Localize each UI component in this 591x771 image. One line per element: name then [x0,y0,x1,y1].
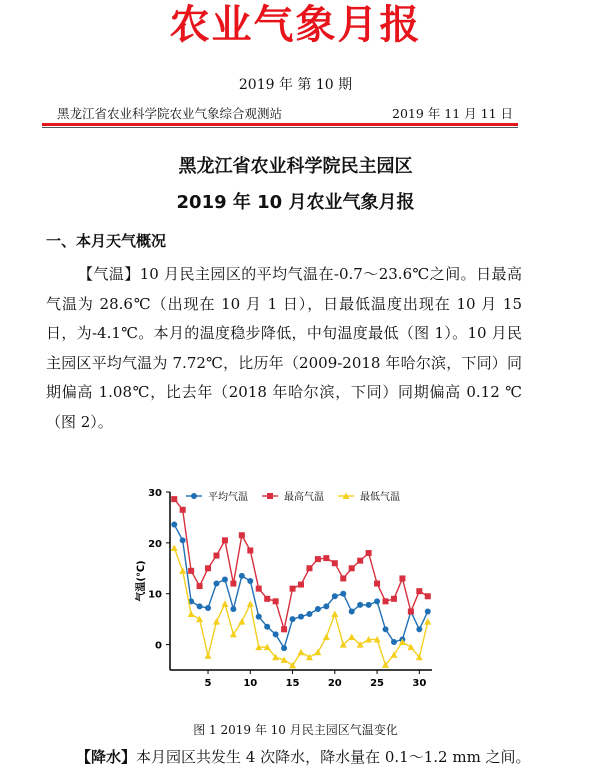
section-heading: 一、本月天气概况 [46,232,167,250]
publisher: 黑龙江省农业科学院农业气象综合观测站 [57,106,283,121]
data-point [205,565,211,571]
legend-marker [191,493,197,499]
report-title-line1: 黑龙江省农业科学院民主园区 [178,156,413,177]
data-point [222,576,228,582]
masthead-title: 农业气象月报 [169,2,422,48]
issue-number: 2019 年 第 10 期 [238,77,353,93]
precip-paragraph [76,746,531,767]
data-point [348,633,355,640]
data-point [340,575,346,581]
data-point [273,598,279,604]
legend-label: 平均气温 [208,492,248,503]
data-point [357,558,363,564]
data-point [247,600,254,607]
data-point [315,556,321,562]
data-point [171,496,177,502]
data-point [180,537,186,543]
legend-label: 最高气温 [284,492,324,503]
data-point [323,555,329,561]
data-point [180,507,186,513]
precip-tag: 【降水】 [76,748,137,766]
data-point [340,591,346,597]
data-point [213,553,219,559]
header-rule-red [42,123,518,126]
temperature-paragraph [46,260,522,437]
data-point [366,602,372,608]
data-point [332,560,338,566]
legend-marker [267,493,273,499]
data-point [247,547,253,553]
data-point [256,586,262,592]
data-point [264,624,270,630]
data-point [391,596,397,602]
data-point [197,603,203,609]
data-point [331,611,338,618]
data-point [230,606,236,612]
data-point [332,593,338,599]
data-point [273,631,279,637]
y-tick-label: 30 [148,488,162,499]
data-point [256,614,262,620]
data-point [171,544,178,551]
data-point [306,565,312,571]
data-point [314,649,321,656]
data-point [383,626,389,632]
series-line-2 [174,499,428,629]
data-point [323,633,330,640]
data-point [407,644,414,651]
y-tick-label: 0 [155,640,162,652]
data-point [424,618,431,625]
data-point [213,618,220,625]
data-point [281,626,287,632]
data-point [425,593,431,599]
series-line-3 [174,548,428,665]
data-point [264,596,270,602]
header-rule-black [42,127,518,128]
x-tick-label: 15 [285,678,300,689]
data-point [391,639,397,645]
x-tick-label: 30 [412,678,427,689]
data-point [383,598,389,604]
data-point [416,626,422,632]
data-point [349,609,355,615]
data-point [239,532,245,538]
legend-label: 最低气温 [360,492,400,503]
data-point [171,522,177,528]
x-tick-label: 5 [204,678,212,689]
x-tick-label: 20 [327,678,342,689]
data-point [290,616,296,622]
data-point [306,654,313,661]
data-point [349,565,355,571]
y-axis-label: 气温(℃) [136,560,147,602]
figure-caption: 图 1 2019 年 10 月民主园区气温变化 [193,723,398,737]
y-tick-label: 20 [148,538,162,550]
data-point [213,581,219,587]
data-point [374,598,380,604]
data-point [197,583,203,589]
temperature-chart-svg [130,482,440,690]
temperature-text: 10 月民主园区的平均气温在-0.7～23.6℃之间。日最高气温为 28.6℃（出现在 10 月 1 日），日最低温度出现在 10 月 15 日，为-4.1℃。本月的温度稳步降低，中旬温度最低（图 1）。10 月民主园区平均气温为 7.72℃，比历年（2009-2018 年哈尔滨，下同）同期偏高 1.08℃，比去年（2018 年哈尔滨，下同）同期偏高 0.12 ℃（图 2）。 [46,265,522,431]
temperature-chart [130,482,440,690]
data-point [357,602,363,608]
data-point [408,609,414,615]
x-tick-label: 10 [243,678,258,689]
data-point [205,605,211,611]
publish-date: 2019 年 11 月 11 日 [392,106,513,121]
data-point [399,575,405,581]
data-point [196,616,203,623]
data-point [290,586,296,592]
data-point [230,581,236,587]
data-point [298,649,305,656]
temperature-tag: 【气温】 [78,265,140,283]
data-point [179,567,186,574]
data-point [306,611,312,617]
precip-text: 本月园区共发生 4 次降水，降水量在 0.1～1.2 mm 之间。 [136,748,531,766]
data-point [416,588,422,594]
data-point [374,581,380,587]
data-point [238,618,245,625]
data-point [239,573,245,579]
data-point [425,609,431,615]
x-tick-label: 25 [370,678,385,689]
data-point [323,603,329,609]
data-point [289,662,296,669]
report-title-line2: 2019 年 10 月农业气象月报 [176,192,415,213]
y-tick-label: 10 [148,589,162,601]
data-point [221,600,228,607]
data-point [222,537,228,543]
data-point [205,652,212,659]
data-point [188,611,195,618]
data-point [298,614,304,620]
data-point [188,568,194,574]
data-point [281,645,287,651]
data-point [247,578,253,584]
data-point [366,550,372,556]
data-point [315,606,321,612]
data-point [298,582,304,588]
